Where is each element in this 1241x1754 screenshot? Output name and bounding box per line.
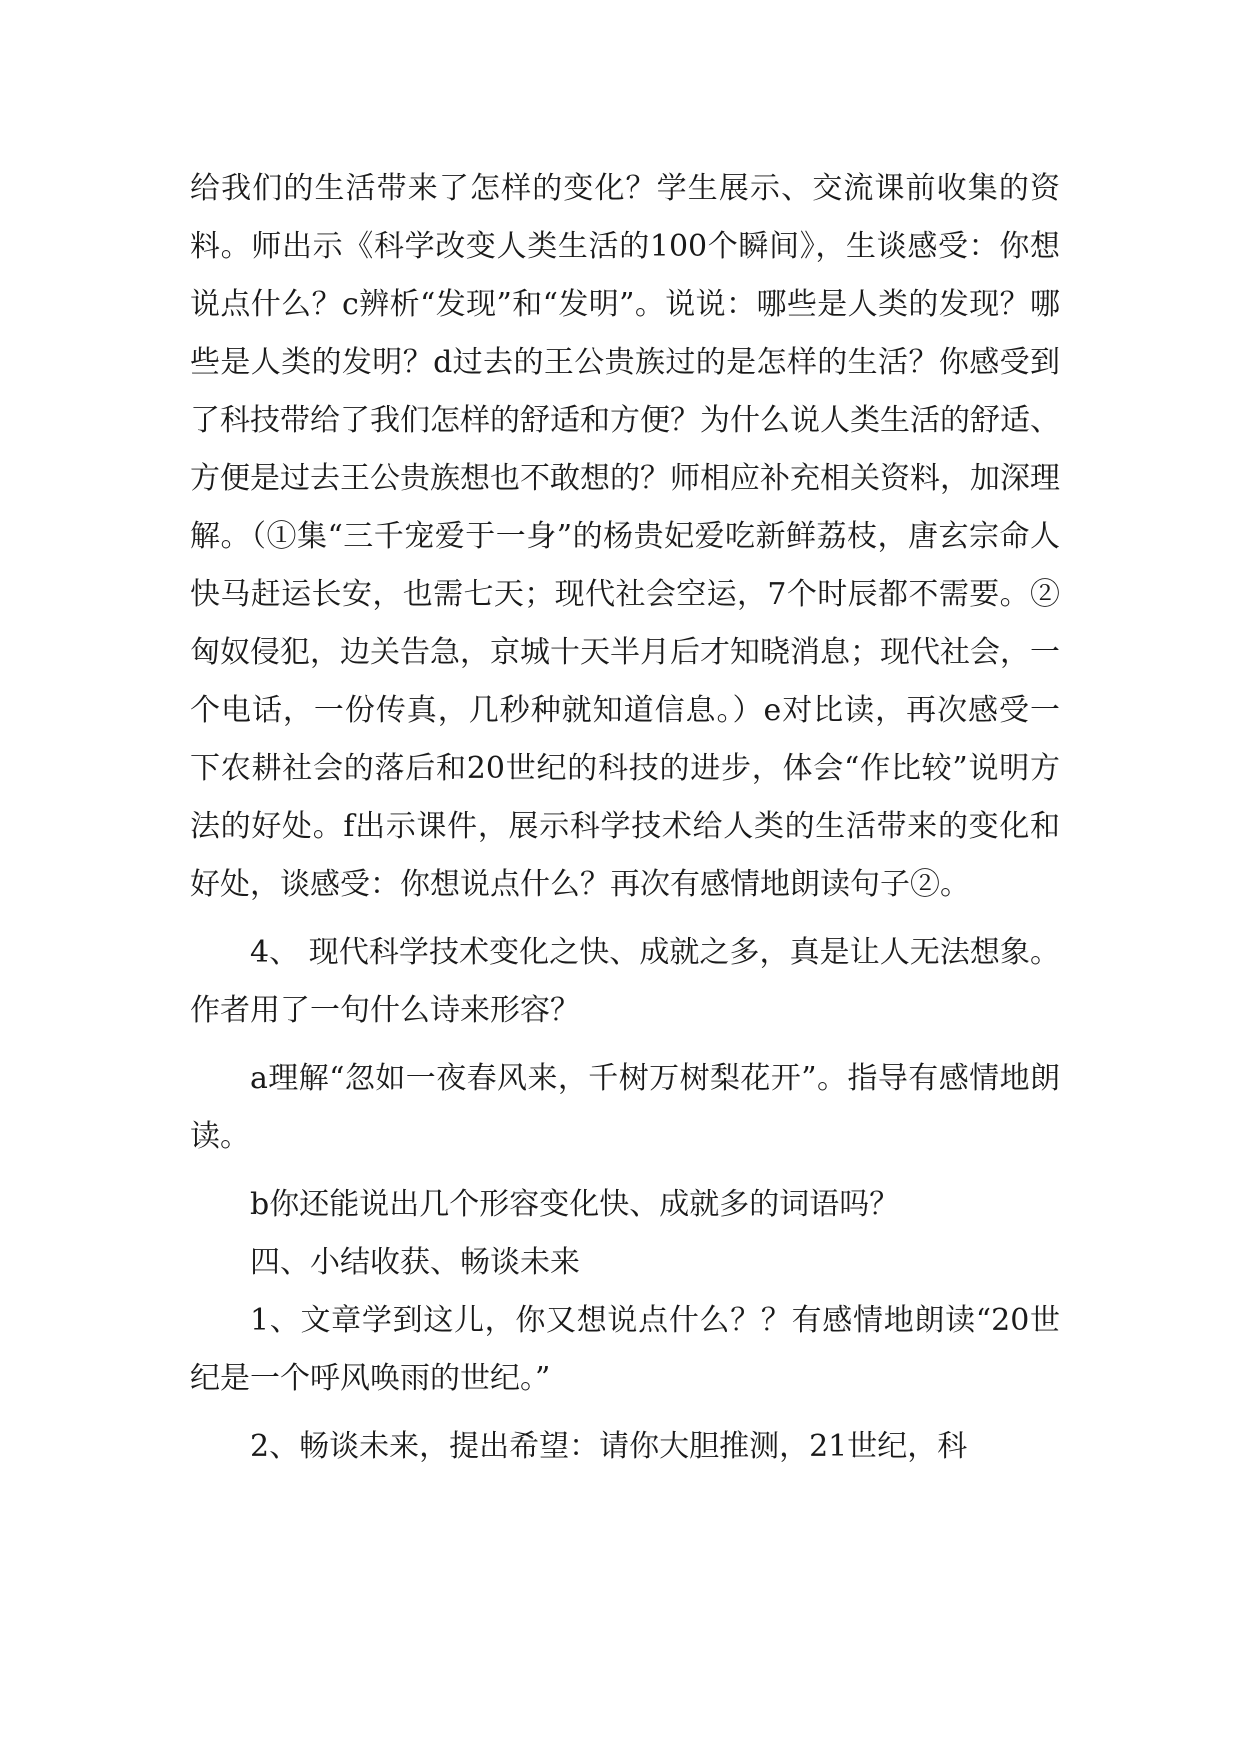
- section-heading-4: 四、小结收获、畅谈未来: [250, 1245, 580, 1280]
- paragraph-item-4a: a理解“忽如一夜春风来，千树万树梨花开”。指导有感情地朗读。: [190, 1061, 1060, 1154]
- paragraph-item-2: 2、畅谈未来，提出希望：请你大胆推测，21世纪，科: [250, 1429, 968, 1464]
- paragraph-item-4b: b你还能说出几个形容变化快、成就多的词语吗？: [250, 1187, 900, 1222]
- document-body: [190, 160, 1060, 1476]
- paragraph-item-1: 1、文章学到这儿，你又想说点什么？？有感情地朗读“20世纪是一个呼风唤雨的世纪。”: [190, 1303, 1060, 1396]
- paragraph-item-4: 4、 现代科学技术变化之快、成就之多，真是让人无法想象。作者用了一句什么诗来形容？: [190, 935, 1060, 1028]
- paragraph-continuation: 给我们的生活带来了怎样的变化？学生展示、交流课前收集的资料。师出示《科学改变人类生活的100个瞬间》，生谈感受：你想说点什么？c辨析“发现”和“发明”。说说：哪些是人类的发现？哪些是人类的发明？d过去的王公贵族过的是怎样的生活？你感受到了科技带给了我们怎样的舒适和方便？为什么说人类生活的舒适、方便是过去王公贵族想也不敢想的？师相应补充相关资料，加深理解。（①集“三千宠爱于一身”的杨贵妃爱吃新鲜荔枝，唐玄宗命人快马赶运长安，也需七天；现代社会空运，7个时辰都不需要。②匈奴侵犯，边关告急，京城十天半月后才知晓消息；现代社会，一个电话，一份传真，几秒种就知道信息。）e对比读，再次感受一下农耕社会的落后和20世纪的科技的进步，体会“作比较”说明方法的好处。f出示课件，展示科学技术给人类的生活带来的变化和好处，谈感受：你想说点什么？再次有感情地朗读句子②。: [190, 171, 1060, 902]
